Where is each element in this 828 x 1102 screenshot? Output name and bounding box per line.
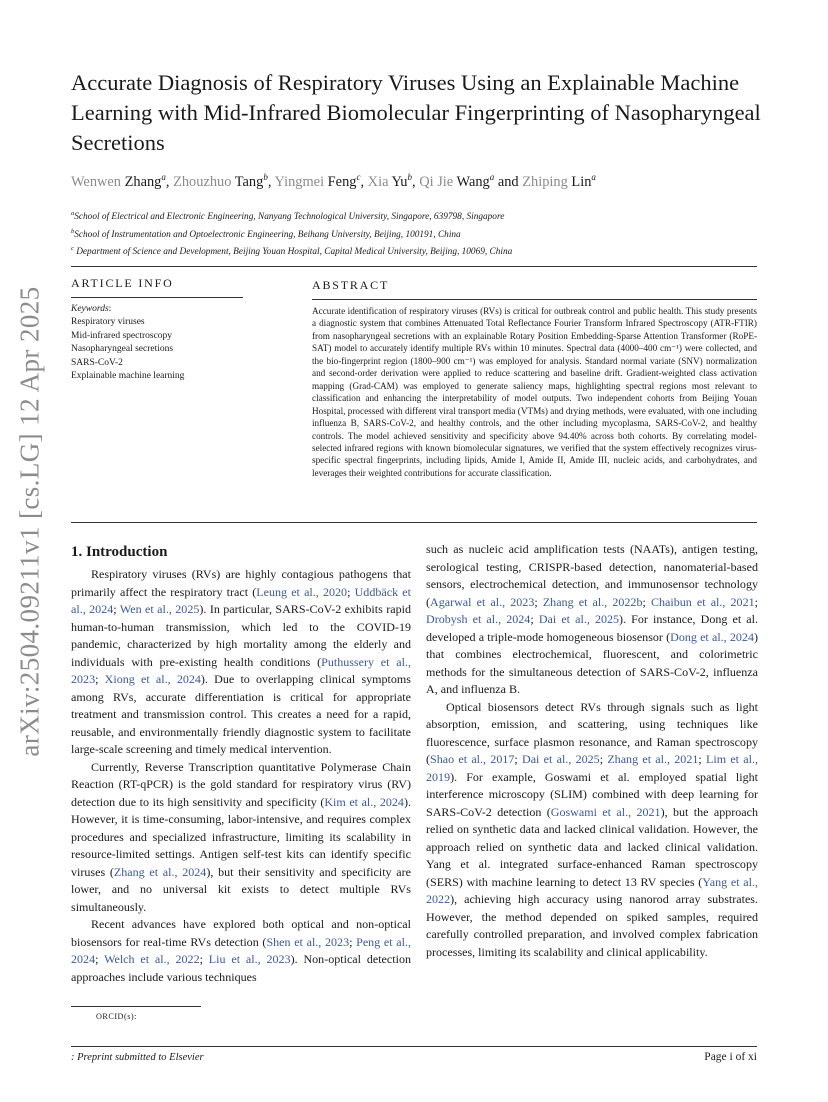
orcid-footnote: ORCID(s): <box>96 1012 137 1021</box>
author-name: Yingmei Feng$^c$ <box>274 172 361 190</box>
affiliation: $^a$School of Electrical and Electronic Engineering, Nanyang Technological University, Singapore, 639798, Singapore <box>71 210 505 223</box>
footer-divider <box>71 1046 757 1047</box>
author-name: Xia Yu$^b$ <box>367 172 413 190</box>
intro-paragraph-3-continued: such as nucleic acid amplification tests (NAATs), antigen testing, serological testing, CRISPR-based detection, nanomaterial-based sensors, electrochemical detection, and immunosensor technology (Agarwal et al., 2023; Zhang et al., 2022b; Chaibun et al., 2021; Drobysh et al., 2024; Dai et al., 2025). For instance, Dong et al. developed a triple-mode homogeneous biosensor (Dong et al., 2024) that combines electrochemical, fluorescent, and colorimetric methods for the simultaneous detection of SARS-CoV-2, influenza A, and influenza B. <box>426 542 759 696</box>
keywords-block: Keywords: Respiratory viruses Mid-infrared spectroscopy Nasopharyngeal secretions SARS-CoV-2 Explainable machine learning <box>71 303 251 383</box>
abstract-bottom-divider <box>71 522 757 523</box>
citation-link[interactable]: Drobysh et al., 2024 <box>426 612 531 626</box>
citation-link[interactable]: Liu et al., 2023 <box>208 952 291 966</box>
author-name: Zhouzhuo Tang$^b$ <box>173 172 268 190</box>
citation-link[interactable]: Chaibun et al., 2021 <box>650 594 755 609</box>
footer-page-number: Page i of xi <box>704 1051 757 1063</box>
citation-link[interactable]: Xiong et al., 2024 <box>104 672 201 686</box>
citation-link[interactable]: Welch et al., 2022 <box>104 952 200 966</box>
footer-preprint-note: : Preprint submitted to Elsevier <box>71 1052 204 1063</box>
citation-link[interactable]: Agarwal et al., 2023 <box>430 594 535 609</box>
citation-link[interactable]: Wen et al., 2025 <box>119 602 200 616</box>
citation-link[interactable]: Dai et al., 2025 <box>522 752 600 766</box>
citation-link[interactable]: Zhang et al., 2022b <box>542 594 643 609</box>
article-info-divider <box>71 297 243 298</box>
citation-link[interactable]: Shen et al., 2023 <box>266 934 350 949</box>
abstract-heading: ABSTRACT <box>312 278 390 292</box>
keyword: Nasopharyngeal secretions <box>71 344 174 355</box>
body-column-right <box>426 541 758 961</box>
keywords-label: Keywords <box>71 304 109 314</box>
abstract-text: Accurate identification of respiratory viruses (RVs) is critical for outbreak control and public health. This study presents a diagnostic system that combines Attenuated Total Reflectance Fourier Transform Infrared Spectroscopy (ATR-FTIR) from nasopharyngeal secretions with an explainable Rotary Position Embedding-Sparse Attention Transformer (RoPE-SAT) model to accurately identify multiple RVs within 10 minutes. Spectral data (4000–400 cm⁻¹) were collected, and the bio-fingerprint region (1800–900 cm⁻¹) was employed for analysis. Standard normal variate (SNV) normalization and second-order derivation were applied to reduce scattering and baseline drift. Gradient-weighted class activation mapping (Grad-CAM) was employed to generate saliency maps, highlighting spectral regions most relevant to classification and enhancing the interpretability of model outputs. Two independent cohorts from Beijing Youan Hospital, processed with different viral transport media (VTMs) and drying methods, were evaluated, with one including influenza B, SARS-CoV-2, and healthy controls, and the other including mycoplasma, SARS-CoV-2, and healthy controls. The model achieved sensitivity and specificity above 94.40% across both cohorts. By correlating model-selected infrared regions with known biomolecular signatures, we verified that the system effectively recognizes virus-specific spectral fingerprints, including lipids, Amide I, Amide II, Amide III, nucleic acids, and carbohydrates, and leverages their weighted contributions for accurate classification. <box>312 306 757 478</box>
intro-paragraph-4: Optical biosensors detect RVs through signals such as light absorption, emission, and scattering, using techniques like fluorescence, surface plasmon resonance, and Raman spectroscopy (Shao et al., 2017; Dai et al., 2025; Zhang et al., 2021; Lim et al., 2019). For example, Goswami et al. employed spatial light interference microscopy (SLIM) combined with deep learning for SARS-CoV-2 detection (Goswami et al., 2021), but the approach relied on synthetic data and lacked clinical validation. However, the approach relied on synthetic data and lacked clinical validation. Yang et al. integrated surface-enhanced Raman spectroscopy (SERS) with machine learning to detect 13 RV species (Yang et al., 2022), achieving high accuracy using nanorod array substrates. However, the method depended on spiked samples, required carefully controlled preparation, and involved complex fabrication processes, limiting its scalability and clinical applicability. <box>426 699 759 959</box>
citation-link[interactable]: Zhang et al., 2024 <box>113 864 207 879</box>
citation-link[interactable]: Kim et al., 2024 <box>324 794 404 809</box>
author-list: Wenwen Zhang$^a$, Zhouzhuo Tang$^b$, Yingmei Feng$^c$, Xia Yu$^b$, Qi Jie Wang$^a$ and Zhiping Lin$^a$ <box>71 172 596 190</box>
keyword: Mid-infrared spectroscopy <box>71 330 173 341</box>
author-name: Qi Jie Wang$^a$ <box>419 172 495 190</box>
intro-paragraph-3: Recent advances have explored both optical and non-optical biosensors for real-time RVs detection (Shen et al., 2023; Peng et al., 2024; Welch et al., 2022; Liu et al., 2023). Non-optical detection approaches include various techniques <box>71 917 411 984</box>
header-divider <box>71 266 757 267</box>
author-name: Zhiping Lin$^a$ <box>522 172 596 190</box>
affiliation: $^c$ Department of Science and Development, Beijing Youan Hospital, Capital Medical University, Beijing, 10069, China <box>71 245 513 258</box>
citation-link[interactable]: Zhang et al., 2021 <box>607 752 699 766</box>
citation-link[interactable]: Dong et al., 2024 <box>670 629 754 644</box>
citation-link[interactable]: Leung et al., 2020 <box>256 584 348 599</box>
citation-link[interactable]: Uddbäck et al., 2024 <box>71 584 411 616</box>
affiliation: $^b$School of Instrumentation and Optoelectronic Engineering, Beihang University, Beijing, 100191, China <box>71 227 461 240</box>
body-column-left <box>71 540 411 986</box>
citation-link[interactable]: Peng et al., 2024 <box>71 934 411 966</box>
intro-paragraph-2: Currently, Reverse Transcription quantitative Polymerase Chain Reaction (RT-qPCR) is the gold standard for respiratory virus (RV) detection due to its high sensitivity and specificity (Kim et al., 2024). However, it is time-consuming, labor-intensive, and requires complex procedures and specialized infrastructure, limiting its scalability in resource-limited settings. Antigen self-test kits can identify specific viruses (Zhang et al., 2024), but their sensitivity and specificity are lower, and no universal kit exists to detect multiple RVs simultaneously. <box>71 759 411 914</box>
citation-link[interactable]: Puthussery et al., 2023 <box>71 654 412 686</box>
keyword: Explainable machine learning <box>71 371 185 382</box>
intro-paragraph-1: Respiratory viruses (RVs) are highly contagious pathogens that primarily affect the respiratory tract (Leung et al., 2020; Uddbäck et al., 2024; Wen et al., 2025). In particular, SARS-CoV-2 exhibits rapid human-to-human transmission, which led to the COVID-19 pandemic, characterized by high mortality among the elderly and individuals with pre-existing health conditions (Puthussery et al., 2023; Xiong et al., 2024). Due to overlapping clinical symptoms among RVs, accurate differentiation is critical for appropriate treatment and transmission control. This creates a need for a rapid, reusable, and environmentally friendly diagnostic system to facilitate large-scale screening and timely medical intervention. <box>71 567 412 756</box>
keyword: Respiratory viruses <box>71 317 145 328</box>
article-info-heading: ARTICLE INFO <box>71 276 174 290</box>
citation-link[interactable]: Shao et al., 2017 <box>430 752 515 766</box>
keyword: SARS-CoV-2 <box>71 357 123 368</box>
section-heading-introduction: 1. Introduction <box>71 544 168 560</box>
abstract-divider <box>312 299 757 300</box>
arxiv-identifier: arXiv:2504.09211v1 [cs.LG] 12 Apr 2025 <box>14 285 45 757</box>
author-name: Wenwen Zhang$^a$ <box>71 172 166 190</box>
citation-link[interactable]: Goswami et al., 2021 <box>550 804 661 819</box>
citation-link[interactable]: Dai et al., 2025 <box>538 612 620 626</box>
paper-title: Accurate Diagnosis of Respiratory Viruses Using an Explainable Machine Learning with Mid-Infrared Biomolecular Fingerprinting of Nasopharyngeal Secretions <box>71 70 761 155</box>
affiliation-list <box>71 207 771 260</box>
footnote-divider <box>71 1006 201 1007</box>
citation-link[interactable]: Yang et al., 2022 <box>426 874 758 906</box>
citation-link[interactable]: Lim et al., 2019 <box>426 752 759 784</box>
